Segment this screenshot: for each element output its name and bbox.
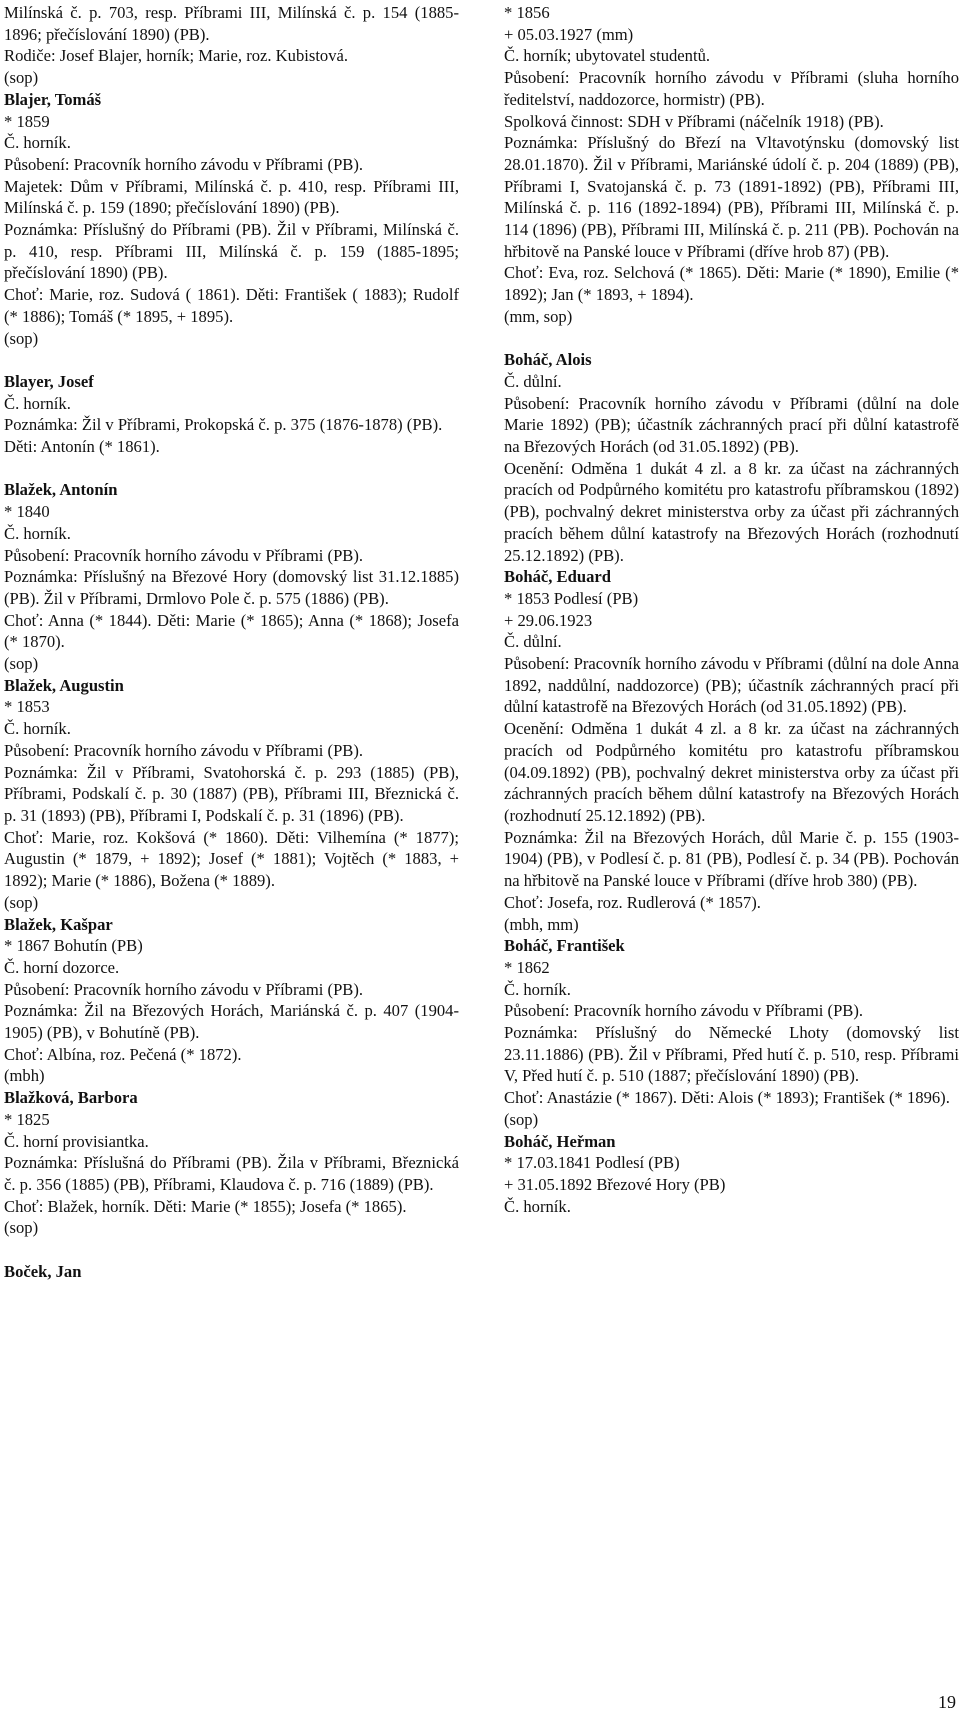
left-column — [4, 2, 459, 1282]
entry-heading: Boháč, Eduard — [504, 567, 611, 587]
entry-line: Působení: Pracovník horního závodu v Příbrami (PB). — [4, 545, 364, 565]
entry-line: Poznámka: Příslušný do Březí na Vltavotýnsku (domovský list 28.01.1870). Žil v Příbrami, Mariánské údolí č. p. 204 (1889) (PB), Příbrami I, Svatojanská č. p. 73 (1891-1892) (PB), Příbrami III, Milínská č. p. 116 (1892-1894) (PB), Příbrami III, Milínská č. p. 114 (1896) (PB), Příbrami III, Milínská č. p. 211 (PB). Pochován na hřbitově na Panské louce v Příbrami (dříve hrob 87) (PB). — [504, 133, 959, 261]
entry-line: Č. horník. — [4, 393, 71, 413]
entry-line: (sop) — [4, 654, 39, 674]
entry-line: Choť: Blažek, horník. Děti: Marie (* 1855); Josefa (* 1865). — [4, 1196, 407, 1216]
entry-line: Choť: Anastázie (* 1867). Děti: Alois (* 1893); František (* 1896). — [504, 1088, 950, 1108]
entry-line: Č. horní provisiantka. — [4, 1131, 149, 1151]
entry-line: + 05.03.1927 (mm) — [504, 24, 634, 44]
entry-line: Choť: Marie, roz. Kokšová (* 1860). Děti: Vilhemína (* 1877); Augustin (* 1879, + 1892); Josef (* 1881); Vojtěch (* 1883, + 1892); Marie (* 1886), Božena (* 1889). — [4, 827, 459, 891]
entry-line: + 31.05.1892 Březové Hory (PB) — [504, 1174, 726, 1194]
entry-heading: Blažek, Antonín — [4, 480, 118, 500]
entry-line: Působení: Pracovník horního závodu v Příbrami (důlní na dole Marie 1892) (PB); účastník záchranných prací při důlní katastrofě na Březových Horách (od 31.05.1892) (PB). — [504, 393, 959, 457]
entry-heading: Blajer, Tomáš — [4, 89, 102, 109]
entry-line: Č. horník. — [504, 979, 571, 999]
entry-line: (sop) — [4, 1218, 39, 1238]
entry-line: Choť: Josefa, roz. Rudlerová (* 1857). — [504, 892, 761, 912]
entry-line: (mbh) — [4, 1066, 45, 1086]
entry-line: (mm, sop) — [504, 306, 573, 326]
entry-line: Č. horník. — [4, 133, 71, 153]
entry-line: Ocenění: Odměna 1 dukát 4 zl. a 8 kr. za účast na záchranných pracích od Podpůrného komitétu pro katastrofu příbramskou (04.09.1892) (PB), pochvalný dekret ministerstva orby za účast při záchranných pracích během důlní katastrofy na Březových Horách (rozhodnutí 25.12.1892) (PB). — [504, 719, 959, 825]
entry-line: (sop) — [4, 328, 39, 348]
entry-heading: Boháč, Alois — [504, 350, 592, 370]
entry-line: + 29.06.1923 — [504, 610, 593, 630]
entry-line: Působení: Pracovník horního závodu v Příbrami (PB). — [4, 740, 364, 760]
entry-line: Rodiče: Josef Blajer, horník; Marie, roz. Kubistová. — [4, 46, 349, 66]
entry-heading: Boček, Jan — [4, 1261, 82, 1281]
entry-line: Děti: Antonín (* 1861). — [4, 437, 160, 457]
entry-line: (mbh, mm) — [504, 914, 579, 934]
entry-line: Poznámka: Žil na Březových Horách, Mariánská č. p. 407 (1904-1905) (PB), v Bohutíně (PB). — [4, 1001, 459, 1043]
entry-line: * 17.03.1841 Podlesí (PB) — [504, 1153, 680, 1173]
entry-line: (sop) — [4, 892, 39, 912]
entry-line: * 1862 — [504, 957, 550, 977]
blank-line — [4, 1239, 459, 1261]
entry-line: Č. důlní. — [504, 371, 562, 391]
page-number: 19 — [938, 1692, 956, 1712]
entry-heading: Boháč, František — [504, 936, 625, 956]
entry-line: Poznámka: Příslušný do Příbrami (PB). Žil v Příbrami, Milínská č. p. 410, resp. Příbrami III, Milínská č. p. 159 (1885-1895; přečíslování 1890) (PB). — [4, 220, 459, 283]
entry-line: Poznámka: Žil na Březových Horách, důl Marie č. p. 155 (1903-1904) (PB), v Podlesí č. p. 81 (PB), Podlesí č. p. 34 (PB). Pochován na hřbitově na Panské louce v Příbrami (dříve hrob 380) (PB). — [504, 827, 959, 891]
entry-line: Choť: Albína, roz. Pečená (* 1872). — [4, 1044, 242, 1064]
entry-line: (sop) — [504, 1109, 539, 1129]
entry-line: * 1859 — [4, 111, 50, 131]
entry-line: * 1856 — [504, 3, 550, 22]
entry-line: Č. důlní. — [504, 632, 562, 652]
entry-line: Č. horník; ubytovatel studentů. — [504, 46, 711, 66]
entry-line: Působení: Pracovník horního závodu v Příbrami (sluha horního ředitelství, naddozorce, hormistr) (PB). — [504, 68, 959, 109]
entry-line: Č. horník. — [504, 1196, 571, 1216]
entry-line: Choť: Anna (* 1844). Děti: Marie (* 1865); Anna (* 1868); Josefa (* 1870). — [4, 610, 459, 652]
entry-line: Spolková činnost: SDH v Příbrami (náčelník 1918) (PB). — [504, 111, 884, 131]
entry-line: * 1840 — [4, 502, 50, 522]
entry-line: Působení: Pracovník horního závodu v Příbrami (PB). — [4, 979, 364, 999]
entry-line: Choť: Eva, roz. Selchová (* 1865). Děti: Marie (* 1890), Emilie (* 1892); Jan (* 1893, + 1894). — [504, 263, 959, 305]
blank-line — [504, 328, 959, 350]
entry-heading: Boháč, Heřman — [504, 1131, 616, 1151]
entry-line: Č. horní dozorce. — [4, 957, 120, 977]
entry-line: * 1853 — [4, 697, 50, 717]
blank-line — [4, 349, 459, 371]
entry-line: Milínská č. p. 703, resp. Příbrami III, Milínská č. p. 154 (1885-1896; přečíslování 1890) (PB). — [4, 3, 459, 44]
entry-line: Poznámka: Příslušný do Německé Lhoty (domovský list 23.11.1886) (PB). Žil v Příbrami, Před hutí č. p. 510, resp. Příbrami V, Před hutí č. p. 510 (1887; přečíslování 1890) (PB). — [504, 1023, 959, 1086]
entry-line: Č. horník. — [4, 719, 71, 739]
entry-heading: Blažková, Barbora — [4, 1088, 138, 1108]
entry-line: Č. horník. — [4, 523, 71, 543]
entry-line: Působení: Pracovník horního závodu v Příbrami (důlní na dole Anna 1892, naddůlní, naddozorce) (PB); účastník záchranných prací při důlní katastrofě na Březových Horách (od 31.05.1892) (PB). — [504, 654, 959, 717]
entry-line: Poznámka: Příslušná do Příbrami (PB). Žila v Příbrami, Březnická č. p. 356 (1885) (PB), Příbrami, Klaudova č. p. 716 (1889) (PB). — [4, 1153, 459, 1194]
entry-line: Poznámka: Příslušný na Březové Hory (domovský list 31.12.1885) (PB). Žil v Příbrami, Drmlovo Pole č. p. 575 (1886) (PB). — [4, 567, 459, 608]
entry-line: Choť: Marie, roz. Sudová ( 1861). Děti: František ( 1883); Rudolf (* 1886); Tomáš (* 1895, + 1895). — [4, 285, 459, 326]
right-column — [504, 2, 959, 1217]
blank-line — [4, 458, 459, 480]
entry-line: Poznámka: Žil v Příbrami, Prokopská č. p. 375 (1876-1878) (PB). — [4, 415, 443, 435]
entry-line: Působení: Pracovník horního závodu v Příbrami (PB). — [4, 154, 364, 174]
entry-line: * 1825 — [4, 1109, 50, 1129]
entry-heading: Blayer, Josef — [4, 371, 94, 391]
entry-line: (sop) — [4, 68, 39, 88]
entry-line: Působení: Pracovník horního závodu v Příbrami (PB). — [504, 1001, 864, 1021]
entry-line: Majetek: Dům v Příbrami, Milínská č. p. 410, resp. Příbrami III, Milínská č. p. 159 (1890; přečíslování 1890) (PB). — [4, 176, 459, 218]
entry-line: * 1853 Podlesí (PB) — [504, 588, 639, 608]
entry-line: Poznámka: Žil v Příbrami, Svatohorská č. p. 293 (1885) (PB), Příbrami, Podskalí č. p. 30 (1887) (PB), Příbrami III, Březnická č. p. 31 (1893) (PB), Příbrami I, Podskalí č. p. 31 (1896) (PB). — [4, 762, 459, 825]
entry-heading: Blažek, Augustin — [4, 675, 124, 695]
entry-heading: Blažek, Kašpar — [4, 914, 113, 934]
entry-line: * 1867 Bohutín (PB) — [4, 936, 143, 956]
entry-line: Ocenění: Odměna 1 dukát 4 zl. a 8 kr. za účast na záchranných pracích od Podpůrného komitétu pro katastrofu příbramskou (1892) (PB), pochvalný dekret ministerstva orby za účast při záchranných pracích během důlní katastrofy na Březových Horách (rozhodnutí 25.12.1892) (PB). — [504, 458, 959, 565]
